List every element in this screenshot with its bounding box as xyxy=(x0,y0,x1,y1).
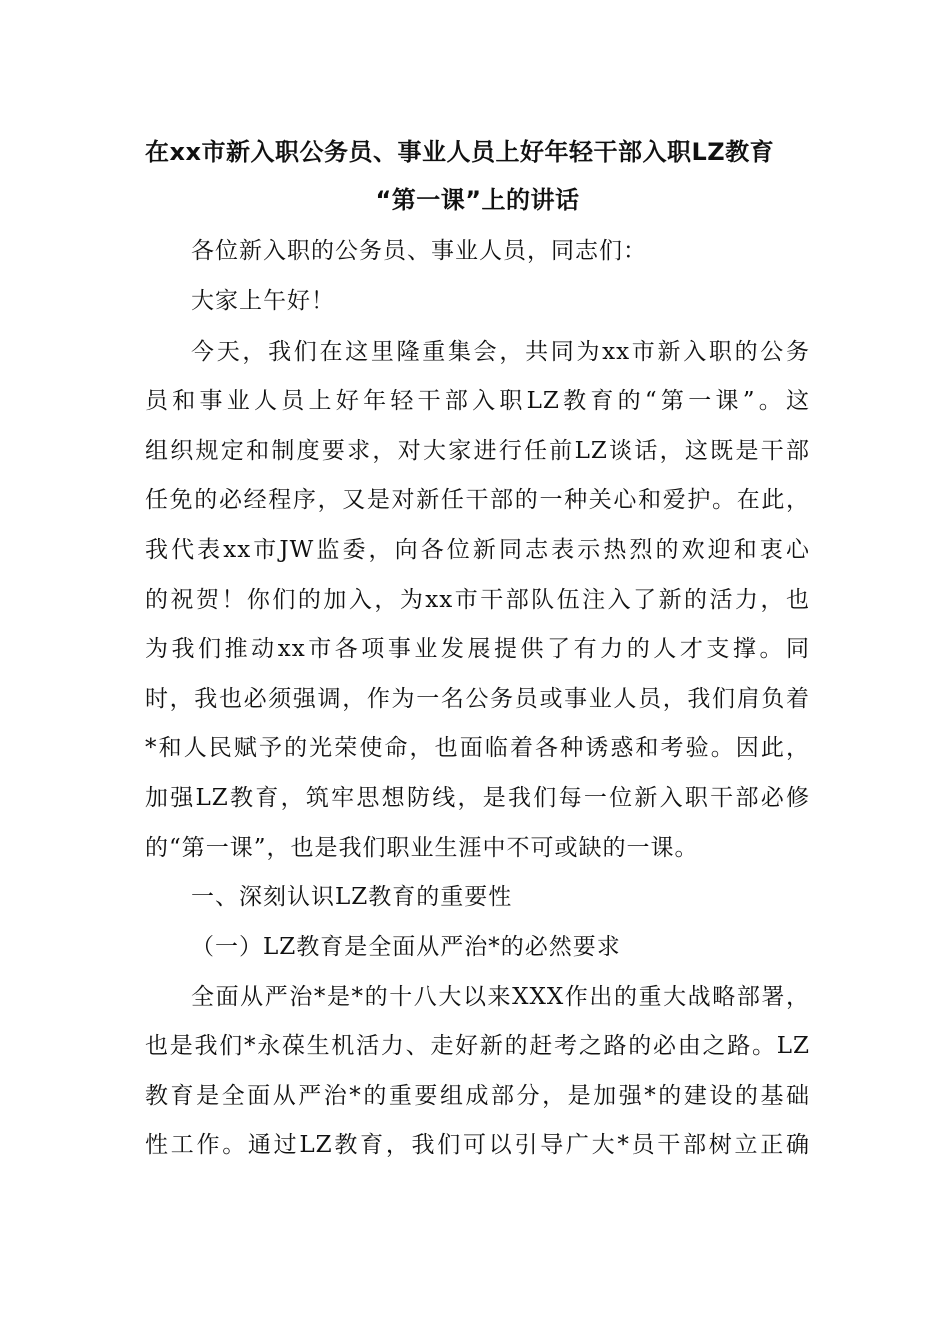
body-text-line: 任免的必经程序，又是对新任干部的一种关心和爱护。在此， xyxy=(145,487,810,513)
subsection-heading: （一）LZ教育是全面从严治*的必然要求 xyxy=(191,934,621,960)
body-text-line: 全面从严治*是*的十八大以来XXX作出的重大战略部署， xyxy=(191,984,810,1010)
body-text-line: 也是我们*永葆生机活力、走好新的赶考之路的必由之路。LZ xyxy=(145,1033,810,1059)
salutation: 各位新入职的公务员、事业人员，同志们： xyxy=(191,238,647,264)
body-text-line: 加强LZ教育，筑牢思想防线，是我们每一位新入职干部必修 xyxy=(145,785,810,811)
body-text-line: 性工作。通过LZ教育，我们可以引导广大*员干部树立正确 xyxy=(145,1132,810,1158)
body-text-line: 时，我也必须强调，作为一名公务员或事业人员，我们肩负着 xyxy=(145,686,810,712)
body-text-line: 的祝贺！你们的加入，为xx市干部队伍注入了新的活力，也 xyxy=(145,587,810,613)
section-heading: 一、深刻认识LZ教育的重要性 xyxy=(191,884,513,910)
speech-title-line-2: “第一课”上的讲话 xyxy=(375,186,580,214)
body-text-line: 员和事业人员上好年轻干部入职LZ教育的“第一课”。这 xyxy=(145,388,810,414)
body-text-line: 教育是全面从严治*的重要组成部分，是加强*的建设的基础 xyxy=(145,1083,810,1109)
body-text-line: *和人民赋予的光荣使命，也面临着各种诱惑和考验。因此， xyxy=(145,735,810,761)
speech-title-line-1: 在xx市新入职公务员、事业人员上好年轻干部入职LZ教育 xyxy=(145,138,775,166)
body-text-line: 我代表xx市JW监委，向各位新同志表示热烈的欢迎和衷心 xyxy=(145,537,810,563)
body-text-line: 组织规定和制度要求，对大家进行任前LZ谈话，这既是干部 xyxy=(145,438,810,464)
body-text-line: 的“第一课”，也是我们职业生涯中不可或缺的一课。 xyxy=(145,835,699,861)
body-text-line: 为我们推动xx市各项事业发展提供了有力的人才支撑。同 xyxy=(145,636,810,662)
body-text-line: 今天，我们在这里隆重集会，共同为xx市新入职的公务 xyxy=(191,339,810,365)
greeting: 大家上午好！ xyxy=(191,288,335,314)
